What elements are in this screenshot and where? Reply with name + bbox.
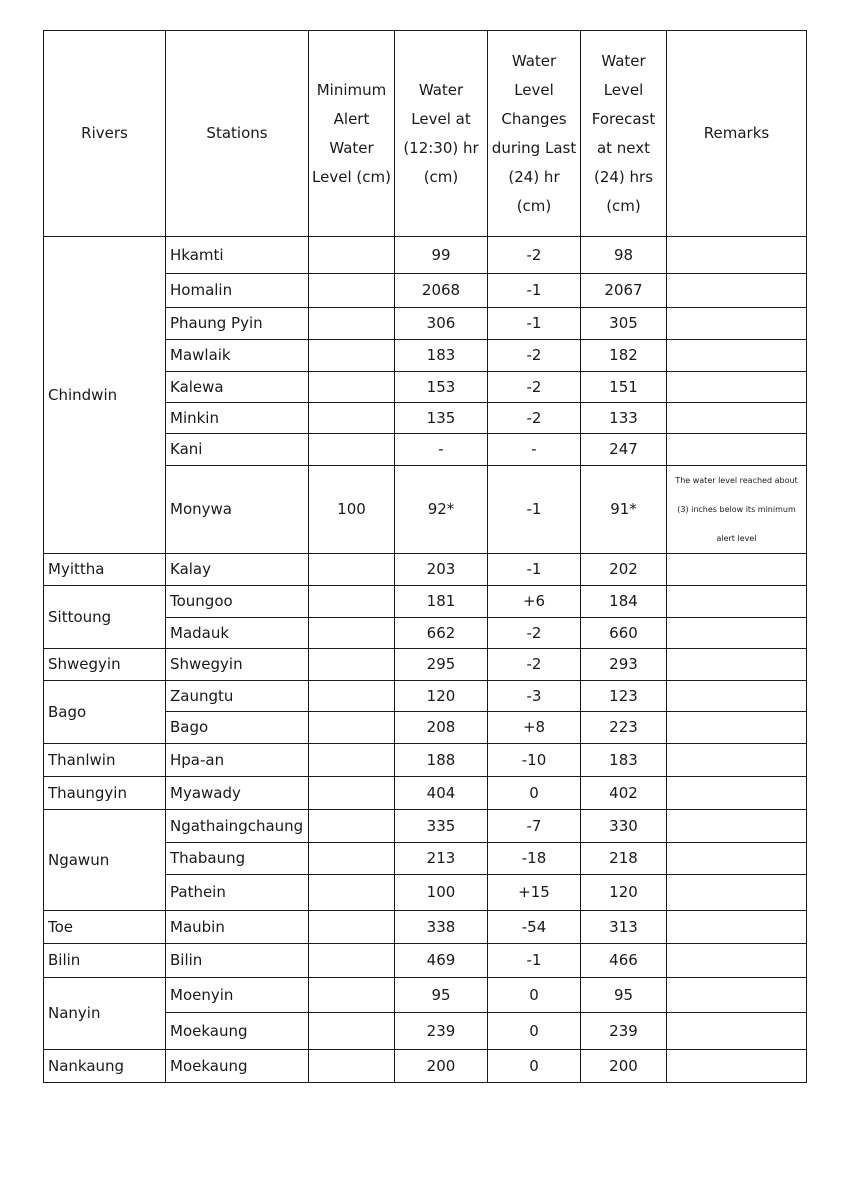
station-name: Hpa-an (166, 744, 309, 777)
min-alert-level (309, 978, 395, 1013)
remarks-cell (667, 586, 807, 618)
level-forecast: 305 (581, 308, 667, 340)
remarks-cell (667, 434, 807, 466)
level-change: -2 (488, 649, 581, 681)
river-name: Myittha (44, 554, 166, 586)
level-forecast: 95 (581, 978, 667, 1013)
level-change: -1 (488, 274, 581, 308)
level-change: +6 (488, 586, 581, 618)
level-forecast: 223 (581, 712, 667, 744)
table-row (44, 744, 807, 777)
level-change: -2 (488, 237, 581, 274)
remarks-cell (667, 649, 807, 681)
min-alert-level: 100 (309, 466, 395, 554)
river-name: Sittoung (44, 586, 166, 649)
river-name: Bago (44, 681, 166, 744)
station-name: Kalay (166, 554, 309, 586)
station-name: Moekaung (166, 1013, 309, 1050)
water-level: 213 (395, 843, 488, 875)
table-row (44, 586, 807, 618)
level-forecast: 91* (581, 466, 667, 554)
level-change: -1 (488, 308, 581, 340)
min-alert-level (309, 340, 395, 372)
level-change: -1 (488, 554, 581, 586)
level-forecast: 123 (581, 681, 667, 712)
station-name: Ngathaingchaung (166, 810, 309, 843)
min-alert-level (309, 875, 395, 911)
river-name: Nankaung (44, 1050, 166, 1083)
station-name: Myawady (166, 777, 309, 810)
river-name: Thanlwin (44, 744, 166, 777)
level-change: - (488, 434, 581, 466)
station-name: Bago (166, 712, 309, 744)
level-change: -1 (488, 944, 581, 978)
river-name: Chindwin (44, 237, 166, 554)
table-row (44, 681, 807, 712)
min-alert-level (309, 274, 395, 308)
station-name: Moekaung (166, 1050, 309, 1083)
table-header (44, 31, 807, 237)
remarks-cell (667, 1050, 807, 1083)
level-forecast: 182 (581, 340, 667, 372)
remarks-cell (667, 875, 807, 911)
table-row (44, 1050, 807, 1083)
water-level: 95 (395, 978, 488, 1013)
water-level: 662 (395, 618, 488, 649)
level-forecast: 402 (581, 777, 667, 810)
remarks-cell (667, 744, 807, 777)
header-forecast: Water Level Forecast at next (24) hrs (cm) (581, 31, 667, 237)
min-alert-level (309, 649, 395, 681)
remarks-cell (667, 237, 807, 274)
station-name: Minkin (166, 403, 309, 434)
water-level: 295 (395, 649, 488, 681)
table-body (44, 237, 807, 1083)
level-change: -10 (488, 744, 581, 777)
water-level: 181 (395, 586, 488, 618)
station-name: Monywa (166, 466, 309, 554)
remarks-cell (667, 681, 807, 712)
station-name: Kalewa (166, 372, 309, 403)
station-name: Kani (166, 434, 309, 466)
level-forecast: 183 (581, 744, 667, 777)
station-name: Pathein (166, 875, 309, 911)
table-row (44, 237, 807, 274)
station-name: Zaungtu (166, 681, 309, 712)
station-name: Bilin (166, 944, 309, 978)
level-forecast: 2067 (581, 274, 667, 308)
header-change: Water Level Changes during Last (24) hr (cm) (488, 31, 581, 237)
river-name: Shwegyin (44, 649, 166, 681)
station-name: Phaung Pyin (166, 308, 309, 340)
min-alert-level (309, 712, 395, 744)
level-forecast: 293 (581, 649, 667, 681)
level-change: +15 (488, 875, 581, 911)
level-change: 0 (488, 777, 581, 810)
water-level: 469 (395, 944, 488, 978)
remarks-cell: The water level reached about (3) inches below its minimum alert level (667, 466, 807, 554)
level-forecast: 660 (581, 618, 667, 649)
level-forecast: 466 (581, 944, 667, 978)
level-forecast: 313 (581, 911, 667, 944)
table-row (44, 978, 807, 1013)
level-change: -3 (488, 681, 581, 712)
water-level: 100 (395, 875, 488, 911)
level-change: -2 (488, 372, 581, 403)
level-forecast: 330 (581, 810, 667, 843)
min-alert-level (309, 586, 395, 618)
water-level: 239 (395, 1013, 488, 1050)
min-alert-level (309, 810, 395, 843)
header-row (44, 31, 807, 237)
water-level: 183 (395, 340, 488, 372)
station-name: Madauk (166, 618, 309, 649)
min-alert-level (309, 911, 395, 944)
remarks-cell (667, 1013, 807, 1050)
level-change: -7 (488, 810, 581, 843)
min-alert-level (309, 434, 395, 466)
min-alert-level (309, 308, 395, 340)
min-alert-level (309, 944, 395, 978)
level-forecast: 151 (581, 372, 667, 403)
min-alert-level (309, 372, 395, 403)
table-row (44, 944, 807, 978)
remarks-cell (667, 712, 807, 744)
level-change: 0 (488, 1050, 581, 1083)
river-name: Thaungyin (44, 777, 166, 810)
remarks-cell (667, 810, 807, 843)
table-row (44, 911, 807, 944)
level-forecast: 247 (581, 434, 667, 466)
water-level: - (395, 434, 488, 466)
remarks-cell (667, 911, 807, 944)
level-forecast: 120 (581, 875, 667, 911)
level-change: -1 (488, 466, 581, 554)
min-alert-level (309, 843, 395, 875)
min-alert-level (309, 618, 395, 649)
min-alert-level (309, 1013, 395, 1050)
station-name: Maubin (166, 911, 309, 944)
remarks-cell (667, 372, 807, 403)
table-row (44, 810, 807, 843)
min-alert-level (309, 1050, 395, 1083)
water-level: 120 (395, 681, 488, 712)
level-forecast: 218 (581, 843, 667, 875)
remarks-cell (667, 777, 807, 810)
water-level: 338 (395, 911, 488, 944)
level-forecast: 184 (581, 586, 667, 618)
water-level: 208 (395, 712, 488, 744)
station-name: Moenyin (166, 978, 309, 1013)
water-level-table (43, 30, 807, 1083)
water-level: 92* (395, 466, 488, 554)
min-alert-level (309, 681, 395, 712)
station-name: Hkamti (166, 237, 309, 274)
water-level: 188 (395, 744, 488, 777)
water-level: 99 (395, 237, 488, 274)
level-forecast: 98 (581, 237, 667, 274)
water-level: 135 (395, 403, 488, 434)
remarks-cell (667, 403, 807, 434)
station-name: Toungoo (166, 586, 309, 618)
table-row (44, 554, 807, 586)
remarks-cell (667, 340, 807, 372)
remarks-cell (667, 308, 807, 340)
min-alert-level (309, 403, 395, 434)
river-name: Ngawun (44, 810, 166, 911)
water-level: 200 (395, 1050, 488, 1083)
level-change: 0 (488, 1013, 581, 1050)
header-min-alert: Minimum Alert Water Level (cm) (309, 31, 395, 237)
remarks-cell (667, 274, 807, 308)
level-change: +8 (488, 712, 581, 744)
water-level: 203 (395, 554, 488, 586)
remarks-cell (667, 554, 807, 586)
header-stations: Stations (166, 31, 309, 237)
header-water-level: Water Level at (12:30) hr (cm) (395, 31, 488, 237)
station-name: Mawlaik (166, 340, 309, 372)
river-name: Nanyin (44, 978, 166, 1050)
level-forecast: 202 (581, 554, 667, 586)
level-change: -2 (488, 403, 581, 434)
header-rivers: Rivers (44, 31, 166, 237)
remarks-cell (667, 843, 807, 875)
level-change: -18 (488, 843, 581, 875)
min-alert-level (309, 777, 395, 810)
level-change: 0 (488, 978, 581, 1013)
table-row (44, 649, 807, 681)
water-level: 335 (395, 810, 488, 843)
level-change: -54 (488, 911, 581, 944)
level-change: -2 (488, 618, 581, 649)
level-forecast: 239 (581, 1013, 667, 1050)
station-name: Thabaung (166, 843, 309, 875)
water-level: 2068 (395, 274, 488, 308)
level-change: -2 (488, 340, 581, 372)
water-level: 306 (395, 308, 488, 340)
river-name: Toe (44, 911, 166, 944)
remarks-cell (667, 618, 807, 649)
table-row (44, 777, 807, 810)
water-level: 404 (395, 777, 488, 810)
min-alert-level (309, 744, 395, 777)
remarks-cell (667, 978, 807, 1013)
water-level: 153 (395, 372, 488, 403)
header-remarks: Remarks (667, 31, 807, 237)
river-name: Bilin (44, 944, 166, 978)
station-name: Homalin (166, 274, 309, 308)
station-name: Shwegyin (166, 649, 309, 681)
level-forecast: 200 (581, 1050, 667, 1083)
min-alert-level (309, 554, 395, 586)
level-forecast: 133 (581, 403, 667, 434)
min-alert-level (309, 237, 395, 274)
remarks-cell (667, 944, 807, 978)
